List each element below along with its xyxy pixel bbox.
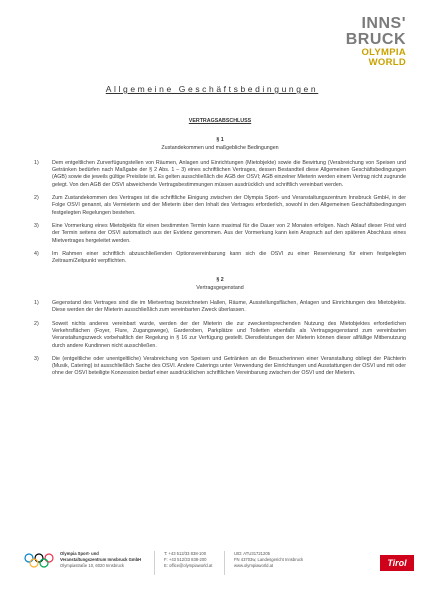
document-body [34,118,406,384]
section-2-item-1 [34,300,406,315]
item-text: Soweit nichts anderes vereinbart wurde, werden der der Mieterin die zur zweckentsprechenden Nutzung des Mietobjektes erforderlichen Verkehrsflächen (Foyer, Flure, Zugangswege), Garderoben, Parkplätze und Toiletten ebenfalls als Vertragsgegenstand zum vereinbarten Veranstaltungszweck vorbehaltlich der Regelung in § 16 zur Verfügung gestellt. Dienstleistungen der Mieterin können dieser allfällige Mitbenutzung durch andere Kundinnen nicht ausschließen. [52,320,406,349]
tirol-logo: Tirol [380,555,414,571]
section-2-subtitle: Vertragsgegenstand [196,284,244,291]
logo-line-olympia: OLYMPIA [361,47,406,58]
item-text: Zum Zustandekommen des Vertrages ist die schriftliche Einigung zwischen der Olympia Sport- und Veranstaltungszentrum Innsbruck GmbH, in der Folge OSVI genannt, als Vermieterin und der Mieterin über den Inhalt des Vertrages erforderlich, sowohl in den Allgemeinen Geschäftsbedingungen festgelegten Regelungen bestehen. [52,195,406,216]
page-footer [24,551,414,583]
item-number: 3) [34,355,39,362]
item-number: 1) [34,159,39,166]
footer-email: E: office@olympiaworld.at [164,563,213,568]
section-1-subtitle: Zustandekommen und maßgebliche Bedingungen [161,144,279,151]
footer-company-name-2: Veranstaltungszentrum Innsbruck GmbH [60,557,142,562]
item-text: Eine Vormerkung eines Mietobjekts für einen bestimmten Termin kann maximal für die Dauer von 2 Monaten erfolgen. Nach Ablauf dieser Frist wird der Termin seitens der OSVI automatisch aus der Evidenz genommen. Aus der Vormerkung kann kein Anspruch auf den späteren Abschluss eines Mietvertrages hergeleitet werden. [52,222,406,244]
footer-divider [154,551,155,575]
logo-line-bruck: BRUCK [345,31,406,48]
section-1-item-2 [34,195,406,217]
section-1-item-4 [34,251,406,266]
logo-line-inns: INNS' [361,15,406,32]
item-number: 1) [34,300,39,307]
footer-company [60,551,141,569]
footer-uid: UID: ATU31721205 [234,551,271,556]
item-number: 3) [34,222,39,229]
section-1-item-3 [34,223,406,245]
section-2-item-2 [34,321,406,350]
footer-phone: T: +43 512/33 838-100 [164,551,207,556]
item-number: 2) [34,320,39,327]
footer-company-address: Olympiastraße 10, 6020 Innsbruck [60,563,125,568]
section-2-number: § 2 [216,277,224,284]
footer-fn: FN 43703w, Landesgericht Innsbruck [234,557,304,562]
item-text: Dem entgeltlichen Zurverfügungstellen von Räumen, Anlagen und Einrichtungen (Mietobjekte) sowie die Bewirtung (Verabreichung von Speisen und Getränken bedürfen nach Maßgabe der § 2 Abs. 1 – 3) eines schriftlichen Vertrages, dessen Bestandteil diese Allgemeinen Geschäftsbedingungen (AGB) sowie die jeweils gültige Preisliste ist. Es gelten ausschließlich die AGB der OSVI; AGB einzelner Mieterin werden einem Vertrag nicht zugrunde gelegt. Von den AGB der OSVI abweichende Vertragsbestimmungen müssen ausdrücklich und schriftlich vereinbart werden. [52,159,406,188]
olympia-world-logo [336,16,406,67]
footer-website: www.olympiaworld.at [234,563,274,568]
logo-line-world: WORLD [368,56,406,68]
item-number: 2) [34,195,39,202]
section-heading-contract: VERTRAGSABSCHLUSS [188,118,252,124]
item-text: Die (entgeltliche oder unentgeltliche) Verabreichung von Speisen und Getränken an die Besucherinnen einer Veranstaltung obliegt der Pächterin (Musik, Catering) ist ausschließlich Sache des OSVI. Andere Caterings unter Verwendung der Einrichtungen und Ausstattungen der OSVI und mit oder ohne der OSVI beteiligte Konzession bedarf einer ausdrücklichen schriftlichen Vereinbarung zwischen der OSVI und der Mieterin. [52,355,406,377]
item-number: 4) [34,250,39,257]
footer-legal [234,551,303,569]
footer-divider [224,551,225,575]
olympic-rings-icon [24,553,54,569]
footer-contact [164,551,212,569]
item-text: Im Rahmen einer schriftlich abzuschließenden Optionsvereinbarung kann sich die OSVI zu einer Reservierung für einen festgelegten Zeitraum/Zeitpunkt verpflichten. [52,250,406,265]
footer-fax: F: +43 512/33 838-200 [164,557,207,562]
footer-company-name-1: Olympia Sport- und [60,551,99,556]
section-2-item-3 [34,356,406,378]
document-title: Allgemeine Geschäftsbedingungen [105,84,319,94]
section-1-item-1 [34,160,406,189]
section-1-number: § 1 [216,137,224,144]
item-text: Gegenstand des Vertrages sind die im Mietvertrag bezeichneten Hallen, Räume, Ausstellungsflächen, Anlagen und Einrichtungen des Mietobjekts. Diese werden der der Mieterin ausschließlich zum vereinbarten Zweck überlassen. [52,300,406,314]
